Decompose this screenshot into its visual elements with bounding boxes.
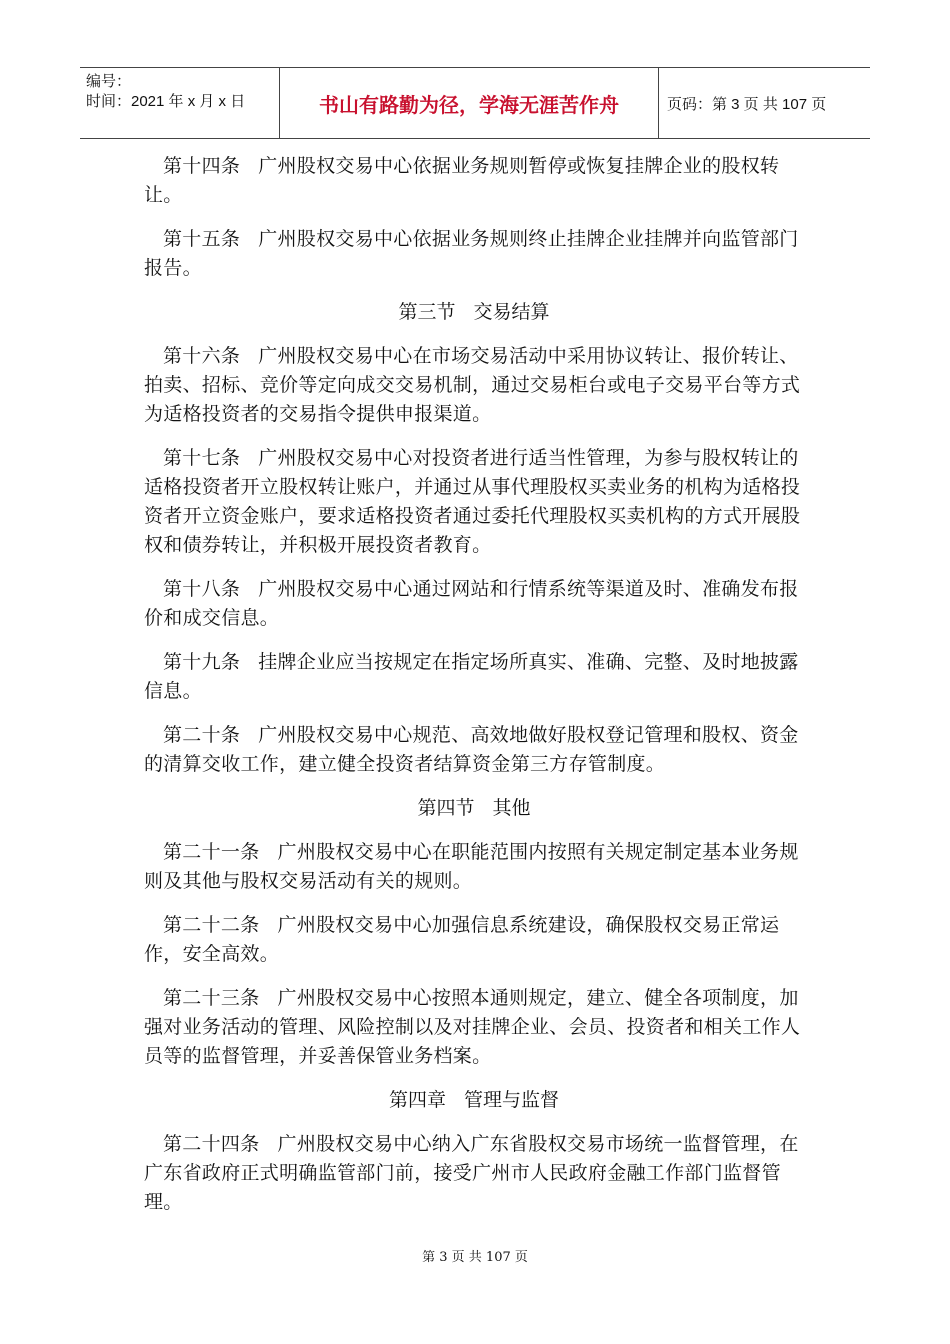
article-15-text: 广州股权交易中心依据业务规则终止挂牌企业挂牌并向监管部门报告。 [144, 228, 799, 279]
header-meta [80, 68, 280, 138]
header-motto: 书山有路勤为径，学海无涯苦作舟 [280, 68, 659, 138]
article-24-heading: 第二十四条 [163, 1133, 260, 1155]
article-17 [144, 444, 804, 560]
article-18-text: 广州股权交易中心通过网站和行情系统等渠道及时、准确发布报价和成交信息。 [144, 578, 799, 629]
article-14-text: 广州股权交易中心依据业务规则暂停或恢复挂牌企业的股权转让。 [144, 155, 780, 206]
article-22 [144, 911, 804, 969]
section-4-title: 其他 [492, 797, 531, 819]
article-24 [144, 1130, 804, 1217]
article-17-heading: 第十七条 [163, 447, 241, 469]
article-17-text: 广州股权交易中心对投资者进行适当性管理，为参与股权转让的适格投资者开立股权转让账户，并通过从事代理股权买卖业务的机构为适格投资者开立资金账户，要求适格投资者通过委托代理股权买卖机构的方式开展股权和债券转让，并积极开展投资者教育。 [144, 447, 801, 556]
article-16-text: 广州股权交易中心在市场交易活动中采用协议转让、报价转让、拍卖、招标、竞价等定向成交交易机制，通过交易柜台或电子交易平台等方式为适格投资者的交易指令提供申报渠道。 [144, 345, 801, 425]
article-23 [144, 984, 804, 1071]
article-16 [144, 342, 804, 429]
section-3-heading [144, 298, 804, 327]
section-3-title: 交易结算 [473, 301, 550, 323]
article-22-text: 广州股权交易中心加强信息系统建设，确保股权交易正常运作，安全高效。 [144, 914, 780, 965]
article-18 [144, 575, 804, 633]
chapter-4-number: 第四章 [388, 1089, 446, 1111]
document-body [144, 152, 804, 1232]
article-19-text: 挂牌企业应当按规定在指定场所真实、准确、完整、及时地披露信息。 [144, 651, 799, 702]
article-21 [144, 838, 804, 896]
article-24-text: 广州股权交易中心纳入广东省股权交易市场统一监督管理，在广东省政府正式明确监管部门前，接受广州市人民政府金融工作部门监督管理。 [144, 1133, 799, 1213]
chapter-4-heading [144, 1086, 804, 1115]
article-20-text: 广州股权交易中心规范、高效地做好股权登记管理和股权、资金的清算交收工作，建立健全投资者结算资金第三方存管制度。 [144, 724, 799, 775]
section-4-heading [144, 794, 804, 823]
article-18-heading: 第十八条 [163, 578, 241, 600]
document-number-label: 编号： [86, 73, 132, 90]
document-time-label: 时间：2021 年 x 月 x 日 [86, 93, 246, 110]
page-footer: 第 3 页 共 107 页 [422, 1250, 528, 1265]
article-16-heading: 第十六条 [163, 345, 241, 367]
article-14 [144, 152, 804, 210]
article-19-heading: 第十九条 [163, 651, 241, 673]
article-23-text: 广州股权交易中心按照本通则规定，建立、健全各项制度，加强对业务活动的管理、风险控制以及对挂牌企业、会员、投资者和相关工作人员等的监督管理，并妥善保管业务档案。 [144, 987, 801, 1067]
section-4-number: 第四节 [417, 797, 475, 819]
article-15 [144, 225, 804, 283]
article-21-heading: 第二十一条 [163, 841, 260, 863]
article-22-heading: 第二十二条 [163, 914, 260, 936]
article-14-heading: 第十四条 [163, 155, 241, 177]
section-3-number: 第三节 [398, 301, 456, 323]
article-20-heading: 第二十条 [163, 724, 241, 746]
page-header [80, 67, 870, 139]
article-15-heading: 第十五条 [163, 228, 241, 250]
header-page-label: 页码：第 3 页 共 107 页 [667, 95, 827, 113]
chapter-4-title: 管理与监督 [464, 1089, 560, 1111]
article-19 [144, 648, 804, 706]
article-20 [144, 721, 804, 779]
article-23-heading: 第二十三条 [163, 987, 260, 1009]
article-21-text: 广州股权交易中心在职能范围内按照有关规定制定基本业务规则及其他与股权交易活动有关的规则。 [144, 841, 799, 892]
